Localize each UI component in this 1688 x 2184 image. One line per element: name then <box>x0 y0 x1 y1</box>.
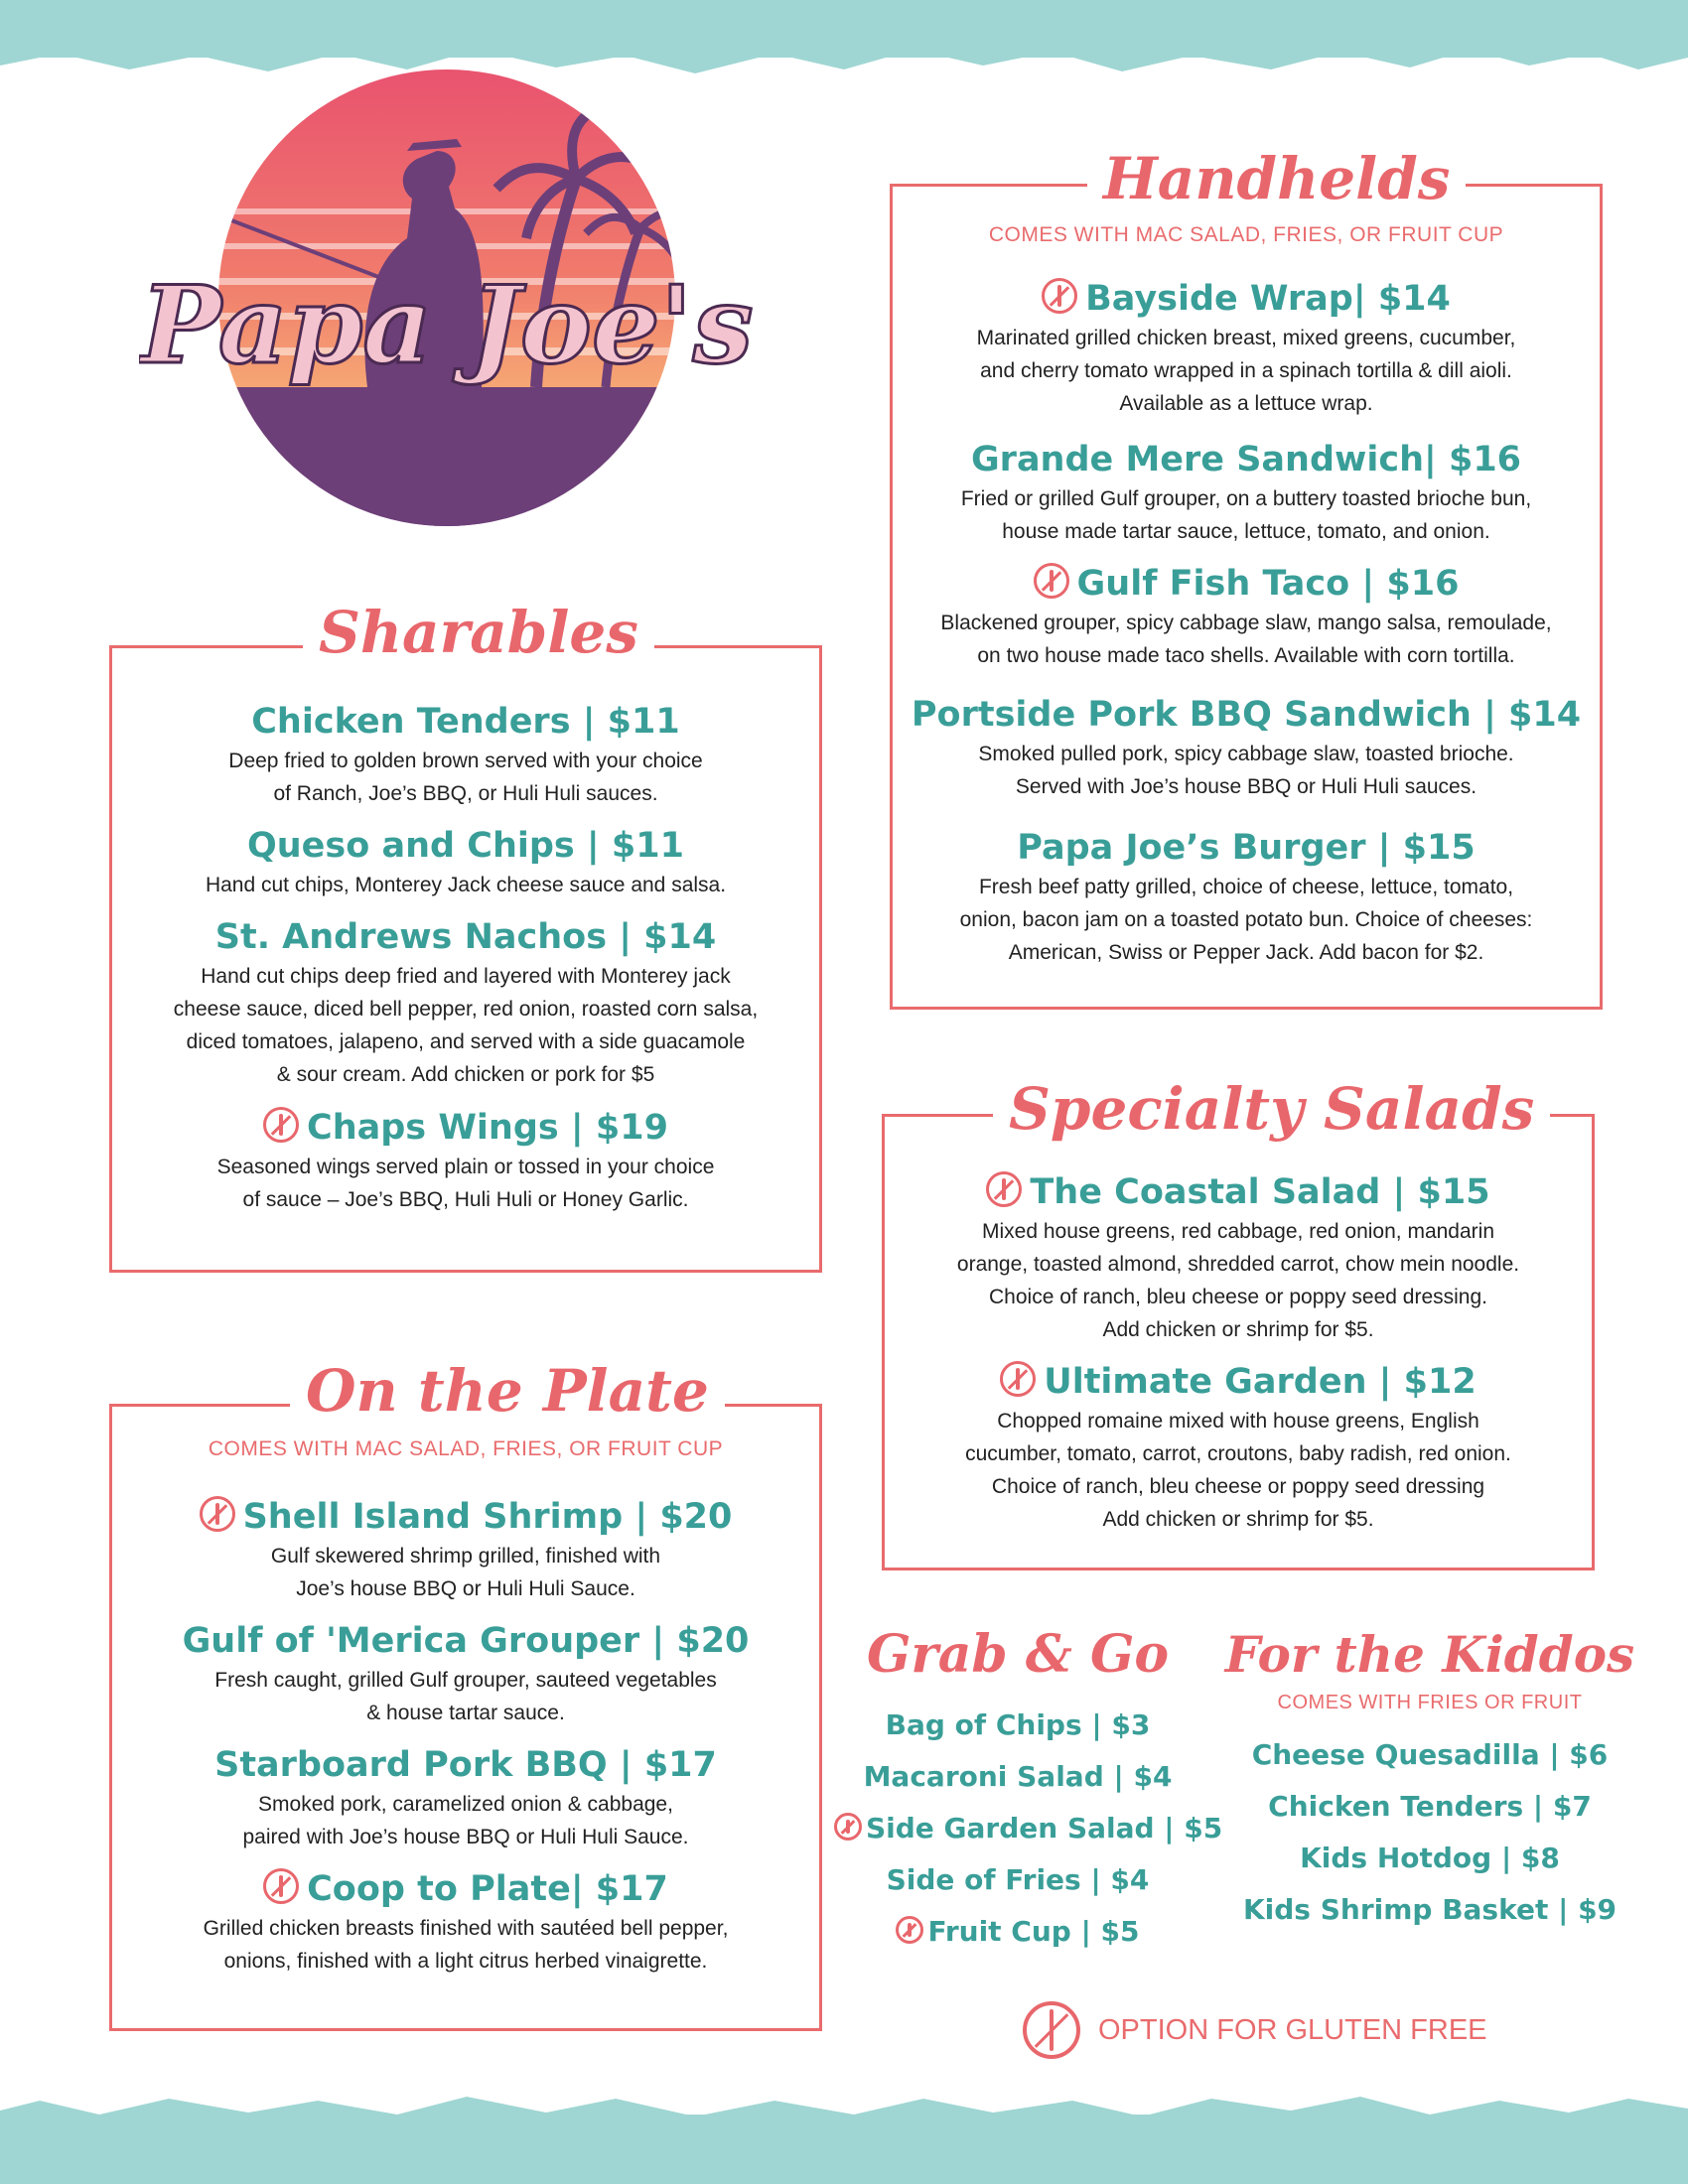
menu-item <box>882 1359 1595 1536</box>
menu-item <box>109 914 822 1091</box>
item-desc: Fresh caught, grilled Gulf grouper, sauteed vegetables <box>214 1669 717 1692</box>
list-item: Fruit Cup | $5 <box>927 1915 1140 1948</box>
item-desc: cucumber, tomato, carrot, croutons, baby radish, red onion. <box>965 1442 1511 1465</box>
item-desc: Served with Joe’s house BBQ or Huli Huli sauces. <box>1015 775 1477 798</box>
on-the-plate-title: On the Plate <box>290 1356 725 1426</box>
handhelds-title: Handhelds <box>1087 144 1466 213</box>
item-desc: house made tartar sauce, lettuce, tomato, and onion. <box>1002 520 1490 543</box>
menu-item <box>109 699 822 810</box>
legend-text: OPTION FOR GLUTEN FREE <box>1098 2013 1487 2046</box>
item-desc: onion, bacon jam on a toasted potato bun. Choice of cheeses: <box>959 908 1533 931</box>
list-item: Kids Hotdog | $8 <box>1300 1842 1560 1874</box>
item-desc: & house tartar sauce. <box>366 1702 565 1724</box>
item-desc: Hand cut chips deep fried and layered with Monterey jack <box>201 965 731 988</box>
on-the-plate-subtitle: COMES WITH MAC SALAD, FRIES, OR FRUIT CUP <box>208 1437 724 1460</box>
item-desc: Seasoned wings served plain or tossed in your choice <box>216 1156 715 1178</box>
item-desc: cheese sauce, diced bell pepper, red onion, roasted corn salsa, <box>173 998 759 1021</box>
menu-item <box>890 437 1603 548</box>
gluten-free-icon <box>263 1107 299 1143</box>
item-name: Bayside Wrap| $14 <box>1085 279 1451 319</box>
item-name: Ultimate Garden | $12 <box>1044 1362 1477 1402</box>
item-desc: Chopped romaine mixed with house greens, English <box>997 1410 1479 1433</box>
item-desc: onions, finished with a light citrus herbed vinaigrette. <box>223 1950 708 1973</box>
menu-item <box>109 1866 822 1978</box>
item-desc: Grilled chicken breasts finished with sautéed bell pepper, <box>203 1917 729 1940</box>
item-name: Grande Mere Sandwich| $16 <box>970 440 1522 479</box>
item-name: St. Andrews Nachos | $14 <box>214 917 717 957</box>
papa-joes-logo <box>139 60 755 536</box>
for-the-kiddos-title: For the Kiddos <box>1224 1625 1635 1684</box>
gluten-free-icon <box>1042 278 1077 314</box>
gluten-free-icon <box>834 1813 862 1841</box>
gluten-free-icon <box>1023 2001 1080 2059</box>
menu-item <box>890 561 1603 672</box>
bottom-paint-band <box>0 2115 1688 2184</box>
grab-and-go-title: Grab & Go <box>866 1624 1170 1685</box>
gluten-free-icon <box>1000 1361 1036 1397</box>
list-item: Side Garden Salad | $5 <box>866 1812 1223 1844</box>
item-desc: Marinated grilled chicken breast, mixed greens, cucumber, <box>976 327 1516 349</box>
menu-item <box>890 825 1603 969</box>
item-desc: American, Swiss or Pepper Jack. Add bacon for $2. <box>1008 941 1484 964</box>
menu-item <box>109 1105 822 1216</box>
item-desc: of sauce – Joe’s BBQ, Huli Huli or Honey Garlic. <box>242 1188 689 1211</box>
item-desc: orange, toasted almond, shredded carrot, chow mein noodle. <box>956 1253 1520 1276</box>
for-the-kiddos-subtitle: COMES WITH FRIES OR FRUIT <box>1277 1692 1583 1713</box>
item-name: Papa Joe’s Burger | $15 <box>1017 828 1476 868</box>
item-desc: Choice of ranch, bleu cheese or poppy seed dressing <box>991 1475 1485 1498</box>
item-name: Chaps Wings | $19 <box>307 1108 668 1148</box>
menu-item <box>890 276 1603 420</box>
item-desc: and cherry tomato wrapped in a spinach tortilla & dill aioli. <box>980 359 1512 382</box>
item-name: Gulf of 'Merica Grouper | $20 <box>182 1621 750 1661</box>
list-item: Chicken Tenders | $7 <box>1268 1790 1592 1823</box>
grab-and-go-list <box>834 1700 1223 1958</box>
item-name: Gulf Fish Taco | $16 <box>1076 564 1460 604</box>
list-item: Bag of Chips | $3 <box>885 1708 1151 1741</box>
item-desc: Gulf skewered shrimp grilled, finished with <box>270 1545 661 1568</box>
gluten-free-legend <box>1023 1997 1487 2063</box>
item-desc: Deep fried to golden brown served with your choice <box>228 750 703 772</box>
for-the-kiddos-list <box>1221 1729 1638 1936</box>
gluten-free-icon <box>200 1496 235 1532</box>
item-name: Starboard Pork BBQ | $17 <box>214 1745 717 1785</box>
item-desc: Smoked pulled pork, spicy cabbage slaw, toasted brioche. <box>978 743 1514 765</box>
item-desc: Hand cut chips, Monterey Jack cheese sauce and salsa. <box>205 874 727 896</box>
handhelds-subtitle: COMES WITH MAC SALAD, FRIES, OR FRUIT CUP <box>988 223 1504 246</box>
menu-item <box>109 1494 822 1605</box>
item-desc: of Ranch, Joe’s BBQ, or Huli Huli sauces. <box>273 782 658 805</box>
menu-item <box>109 1742 822 1853</box>
item-desc: paired with Joe’s house BBQ or Huli Huli Sauce. <box>242 1826 689 1848</box>
gluten-free-icon <box>1034 563 1069 599</box>
item-name: Coop to Plate| $17 <box>307 1869 668 1909</box>
item-name: Queso and Chips | $11 <box>247 826 684 866</box>
bottom-brush-edge <box>0 2095 1688 2124</box>
list-item: Kids Shrimp Basket | $9 <box>1242 1893 1618 1926</box>
item-desc: Available as a lettuce wrap. <box>1119 392 1373 415</box>
item-name: Portside Pork BBQ Sandwich | $14 <box>911 695 1582 735</box>
list-item: Cheese Quesadilla | $6 <box>1251 1738 1609 1771</box>
item-desc: Fresh beef patty grilled, choice of cheese, lettuce, tomato, <box>978 876 1514 898</box>
item-desc: Smoked pork, caramelized onion & cabbage, <box>258 1793 673 1816</box>
item-name: Shell Island Shrimp | $20 <box>242 1497 733 1537</box>
menu-item <box>882 1169 1595 1346</box>
item-desc: Fried or grilled Gulf grouper, on a buttery toasted brioche bun, <box>960 487 1532 510</box>
menu-item <box>109 1618 822 1729</box>
item-desc: diced tomatoes, jalapeno, and served with a side guacamole <box>186 1030 746 1053</box>
logo-wordmark: Papa Joe's <box>140 263 754 388</box>
item-desc: & sour cream. Add chicken or pork for $5 <box>276 1063 655 1086</box>
gluten-free-icon <box>896 1916 923 1944</box>
list-item: Side of Fries | $4 <box>886 1863 1150 1896</box>
list-item: Macaroni Salad | $4 <box>863 1760 1173 1793</box>
menu-item <box>109 823 822 901</box>
item-desc: Joe’s house BBQ or Huli Huli Sauce. <box>296 1577 635 1600</box>
menu-item <box>890 692 1603 803</box>
item-desc: Choice of ranch, bleu cheese or poppy seed dressing. <box>989 1286 1487 1308</box>
sharables-title: Sharables <box>303 598 654 667</box>
item-desc: Add chicken or shrimp for $5. <box>1102 1318 1374 1341</box>
item-desc: Blackened grouper, spicy cabbage slaw, mango salsa, remoulade, <box>940 612 1552 634</box>
item-desc: Add chicken or shrimp for $5. <box>1102 1508 1374 1531</box>
gluten-free-icon <box>986 1171 1022 1207</box>
item-desc: Mixed house greens, red cabbage, red onion, mandarin <box>982 1220 1494 1243</box>
specialty-salads-title: Specialty Salads <box>993 1074 1550 1144</box>
item-name: Chicken Tenders | $11 <box>251 702 680 742</box>
gluten-free-icon <box>263 1868 299 1904</box>
item-name: The Coastal Salad | $15 <box>1030 1172 1490 1212</box>
item-desc: on two house made taco shells. Available with corn tortilla. <box>977 644 1515 667</box>
